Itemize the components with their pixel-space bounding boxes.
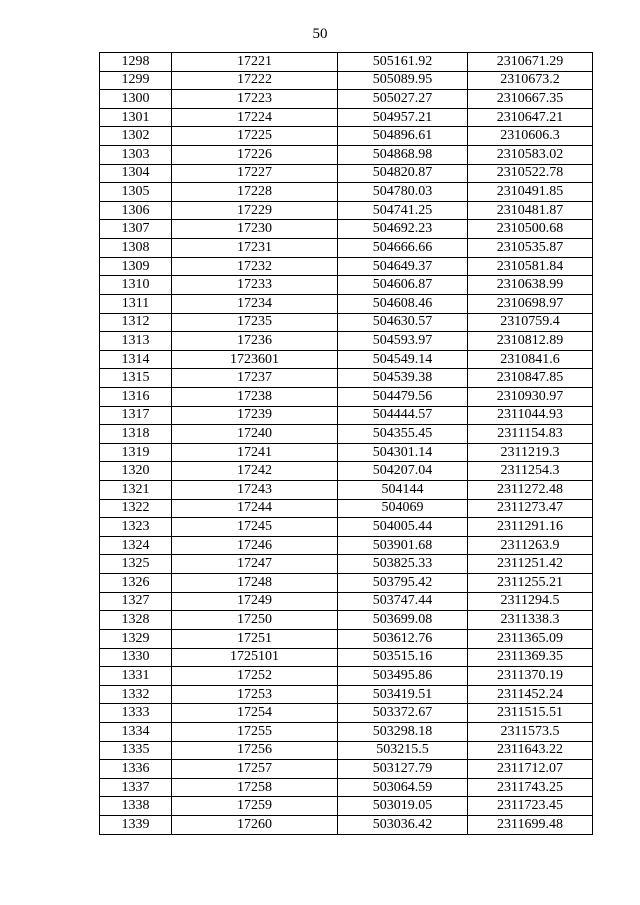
row-index-cell: 1324 — [100, 536, 172, 555]
y-coordinate-cell: 2310930.97 — [468, 387, 593, 406]
x-coordinate-cell: 503699.08 — [338, 611, 468, 630]
point-id-cell: 17224 — [172, 108, 338, 127]
point-id-cell: 17226 — [172, 146, 338, 165]
y-coordinate-cell: 2311515.51 — [468, 704, 593, 723]
point-id-cell: 17231 — [172, 239, 338, 258]
point-id-cell: 17225 — [172, 127, 338, 146]
x-coordinate-cell: 504144 — [338, 481, 468, 500]
x-coordinate-cell: 503612.76 — [338, 629, 468, 648]
y-coordinate-cell: 2310581.84 — [468, 257, 593, 276]
x-coordinate-cell: 505089.95 — [338, 71, 468, 90]
table-row — [100, 462, 593, 481]
x-coordinate-cell: 504692.23 — [338, 220, 468, 239]
y-coordinate-cell: 2310606.3 — [468, 127, 593, 146]
y-coordinate-cell: 2311573.5 — [468, 722, 593, 741]
row-index-cell: 1309 — [100, 257, 172, 276]
point-id-cell: 17227 — [172, 164, 338, 183]
x-coordinate-cell: 504957.21 — [338, 108, 468, 127]
y-coordinate-cell: 2311251.42 — [468, 555, 593, 574]
table-row — [100, 778, 593, 797]
y-coordinate-cell: 2310583.02 — [468, 146, 593, 165]
table-row — [100, 164, 593, 183]
point-id-cell: 17254 — [172, 704, 338, 723]
table-row — [100, 108, 593, 127]
table-row — [100, 425, 593, 444]
point-id-cell: 17223 — [172, 90, 338, 109]
table-row — [100, 574, 593, 593]
table-row — [100, 90, 593, 109]
x-coordinate-cell: 505027.27 — [338, 90, 468, 109]
table-row — [100, 294, 593, 313]
table-body — [100, 53, 593, 835]
row-index-cell: 1311 — [100, 294, 172, 313]
point-id-cell: 17260 — [172, 815, 338, 834]
table-row — [100, 127, 593, 146]
y-coordinate-cell: 2310673.2 — [468, 71, 593, 90]
y-coordinate-cell: 2310698.97 — [468, 294, 593, 313]
table-row — [100, 611, 593, 630]
row-index-cell: 1338 — [100, 797, 172, 816]
table-row — [100, 815, 593, 834]
y-coordinate-cell: 2310759.4 — [468, 313, 593, 332]
x-coordinate-cell: 504868.98 — [338, 146, 468, 165]
point-id-cell: 17249 — [172, 592, 338, 611]
row-index-cell: 1331 — [100, 667, 172, 686]
table-row — [100, 183, 593, 202]
point-id-cell: 17241 — [172, 443, 338, 462]
y-coordinate-cell: 2311743.25 — [468, 778, 593, 797]
y-coordinate-cell: 2311452.24 — [468, 685, 593, 704]
point-id-cell: 17239 — [172, 406, 338, 425]
x-coordinate-cell: 504820.87 — [338, 164, 468, 183]
x-coordinate-cell: 503419.51 — [338, 685, 468, 704]
x-coordinate-cell: 503747.44 — [338, 592, 468, 611]
row-index-cell: 1321 — [100, 481, 172, 500]
x-coordinate-cell: 504666.66 — [338, 239, 468, 258]
x-coordinate-cell: 504539.38 — [338, 369, 468, 388]
table-row — [100, 53, 593, 72]
table-row — [100, 387, 593, 406]
table-row — [100, 257, 593, 276]
y-coordinate-cell: 2310847.85 — [468, 369, 593, 388]
row-index-cell: 1327 — [100, 592, 172, 611]
y-coordinate-cell: 2310671.29 — [468, 53, 593, 72]
y-coordinate-cell: 2310647.21 — [468, 108, 593, 127]
y-coordinate-cell: 2311723.45 — [468, 797, 593, 816]
point-id-cell: 17258 — [172, 778, 338, 797]
row-index-cell: 1322 — [100, 499, 172, 518]
point-id-cell: 17238 — [172, 387, 338, 406]
row-index-cell: 1307 — [100, 220, 172, 239]
table-row — [100, 481, 593, 500]
x-coordinate-cell: 503127.79 — [338, 760, 468, 779]
point-id-cell: 1725101 — [172, 648, 338, 667]
point-id-cell: 17243 — [172, 481, 338, 500]
y-coordinate-cell: 2310841.6 — [468, 350, 593, 369]
point-id-cell: 17242 — [172, 462, 338, 481]
y-coordinate-cell: 2311254.3 — [468, 462, 593, 481]
y-coordinate-cell: 2311338.3 — [468, 611, 593, 630]
y-coordinate-cell: 2311712.07 — [468, 760, 593, 779]
y-coordinate-cell: 2311369.35 — [468, 648, 593, 667]
y-coordinate-cell: 2310500.68 — [468, 220, 593, 239]
x-coordinate-cell: 505161.92 — [338, 53, 468, 72]
table-row — [100, 629, 593, 648]
y-coordinate-cell: 2310812.89 — [468, 332, 593, 351]
table-row — [100, 741, 593, 760]
row-index-cell: 1308 — [100, 239, 172, 258]
point-id-cell: 17250 — [172, 611, 338, 630]
y-coordinate-cell: 2311263.9 — [468, 536, 593, 555]
row-index-cell: 1303 — [100, 146, 172, 165]
point-id-cell: 17221 — [172, 53, 338, 72]
row-index-cell: 1310 — [100, 276, 172, 295]
x-coordinate-cell: 504005.44 — [338, 518, 468, 537]
table-row — [100, 71, 593, 90]
x-coordinate-cell: 503036.42 — [338, 815, 468, 834]
point-id-cell: 17251 — [172, 629, 338, 648]
point-id-cell: 17248 — [172, 574, 338, 593]
y-coordinate-cell: 2311370.19 — [468, 667, 593, 686]
row-index-cell: 1332 — [100, 685, 172, 704]
point-id-cell: 17240 — [172, 425, 338, 444]
point-id-cell: 17247 — [172, 555, 338, 574]
x-coordinate-cell: 503795.42 — [338, 574, 468, 593]
y-coordinate-cell: 2311365.09 — [468, 629, 593, 648]
point-id-cell: 17256 — [172, 741, 338, 760]
y-coordinate-cell: 2311643.22 — [468, 741, 593, 760]
table-row — [100, 239, 593, 258]
x-coordinate-cell: 504630.57 — [338, 313, 468, 332]
table-row — [100, 499, 593, 518]
table-row — [100, 313, 593, 332]
y-coordinate-cell: 2310667.35 — [468, 90, 593, 109]
x-coordinate-cell: 503825.33 — [338, 555, 468, 574]
point-id-cell: 17228 — [172, 183, 338, 202]
table-row — [100, 797, 593, 816]
point-id-cell: 17229 — [172, 201, 338, 220]
row-index-cell: 1329 — [100, 629, 172, 648]
y-coordinate-cell: 2311699.48 — [468, 815, 593, 834]
row-index-cell: 1313 — [100, 332, 172, 351]
x-coordinate-cell: 504069 — [338, 499, 468, 518]
coordinates-table — [99, 52, 593, 835]
point-id-cell: 17255 — [172, 722, 338, 741]
y-coordinate-cell: 2310535.87 — [468, 239, 593, 258]
table-row — [100, 406, 593, 425]
row-index-cell: 1302 — [100, 127, 172, 146]
row-index-cell: 1298 — [100, 53, 172, 72]
row-index-cell: 1305 — [100, 183, 172, 202]
point-id-cell: 17236 — [172, 332, 338, 351]
row-index-cell: 1318 — [100, 425, 172, 444]
row-index-cell: 1315 — [100, 369, 172, 388]
point-id-cell: 17245 — [172, 518, 338, 537]
table-row — [100, 276, 593, 295]
table-row — [100, 536, 593, 555]
row-index-cell: 1325 — [100, 555, 172, 574]
row-index-cell: 1330 — [100, 648, 172, 667]
y-coordinate-cell: 2311219.3 — [468, 443, 593, 462]
row-index-cell: 1300 — [100, 90, 172, 109]
table-row — [100, 648, 593, 667]
point-id-cell: 17252 — [172, 667, 338, 686]
point-id-cell: 17246 — [172, 536, 338, 555]
row-index-cell: 1314 — [100, 350, 172, 369]
point-id-cell: 1723601 — [172, 350, 338, 369]
row-index-cell: 1312 — [100, 313, 172, 332]
row-index-cell: 1335 — [100, 741, 172, 760]
y-coordinate-cell: 2310491.85 — [468, 183, 593, 202]
y-coordinate-cell: 2311272.48 — [468, 481, 593, 500]
x-coordinate-cell: 504207.04 — [338, 462, 468, 481]
table-row — [100, 704, 593, 723]
point-id-cell: 17230 — [172, 220, 338, 239]
point-id-cell: 17259 — [172, 797, 338, 816]
x-coordinate-cell: 504444.57 — [338, 406, 468, 425]
x-coordinate-cell: 504780.03 — [338, 183, 468, 202]
y-coordinate-cell: 2311294.5 — [468, 592, 593, 611]
x-coordinate-cell: 503215.5 — [338, 741, 468, 760]
row-index-cell: 1316 — [100, 387, 172, 406]
y-coordinate-cell: 2311255.21 — [468, 574, 593, 593]
table-row — [100, 369, 593, 388]
x-coordinate-cell: 504479.56 — [338, 387, 468, 406]
row-index-cell: 1326 — [100, 574, 172, 593]
x-coordinate-cell: 504301.14 — [338, 443, 468, 462]
row-index-cell: 1319 — [100, 443, 172, 462]
point-id-cell: 17232 — [172, 257, 338, 276]
x-coordinate-cell: 504896.61 — [338, 127, 468, 146]
point-id-cell: 17222 — [172, 71, 338, 90]
point-id-cell: 17235 — [172, 313, 338, 332]
table-row — [100, 555, 593, 574]
row-index-cell: 1328 — [100, 611, 172, 630]
table-row — [100, 667, 593, 686]
y-coordinate-cell: 2311044.93 — [468, 406, 593, 425]
row-index-cell: 1323 — [100, 518, 172, 537]
row-index-cell: 1337 — [100, 778, 172, 797]
x-coordinate-cell: 504355.45 — [338, 425, 468, 444]
row-index-cell: 1336 — [100, 760, 172, 779]
point-id-cell: 17237 — [172, 369, 338, 388]
x-coordinate-cell: 503495.86 — [338, 667, 468, 686]
table-row — [100, 332, 593, 351]
x-coordinate-cell: 503064.59 — [338, 778, 468, 797]
table-row — [100, 220, 593, 239]
point-id-cell: 17253 — [172, 685, 338, 704]
row-index-cell: 1339 — [100, 815, 172, 834]
table-row — [100, 722, 593, 741]
row-index-cell: 1333 — [100, 704, 172, 723]
table-row — [100, 685, 593, 704]
row-index-cell: 1299 — [100, 71, 172, 90]
x-coordinate-cell: 503901.68 — [338, 536, 468, 555]
x-coordinate-cell: 503019.05 — [338, 797, 468, 816]
point-id-cell: 17244 — [172, 499, 338, 518]
table-row — [100, 760, 593, 779]
y-coordinate-cell: 2310522.78 — [468, 164, 593, 183]
y-coordinate-cell: 2311273.47 — [468, 499, 593, 518]
table-row — [100, 201, 593, 220]
y-coordinate-cell: 2310481.87 — [468, 201, 593, 220]
x-coordinate-cell: 504649.37 — [338, 257, 468, 276]
row-index-cell: 1320 — [100, 462, 172, 481]
point-id-cell: 17233 — [172, 276, 338, 295]
x-coordinate-cell: 504549.14 — [338, 350, 468, 369]
x-coordinate-cell: 503298.18 — [338, 722, 468, 741]
table-row — [100, 518, 593, 537]
x-coordinate-cell: 504741.25 — [338, 201, 468, 220]
table-row — [100, 592, 593, 611]
x-coordinate-cell: 504593.97 — [338, 332, 468, 351]
y-coordinate-cell: 2310638.99 — [468, 276, 593, 295]
y-coordinate-cell: 2311154.83 — [468, 425, 593, 444]
table-row — [100, 146, 593, 165]
point-id-cell: 17234 — [172, 294, 338, 313]
row-index-cell: 1306 — [100, 201, 172, 220]
row-index-cell: 1304 — [100, 164, 172, 183]
row-index-cell: 1317 — [100, 406, 172, 425]
x-coordinate-cell: 503515.16 — [338, 648, 468, 667]
x-coordinate-cell: 503372.67 — [338, 704, 468, 723]
table-row — [100, 443, 593, 462]
table-row — [100, 350, 593, 369]
row-index-cell: 1334 — [100, 722, 172, 741]
page-number: 50 — [312, 26, 328, 42]
x-coordinate-cell: 504608.46 — [338, 294, 468, 313]
row-index-cell: 1301 — [100, 108, 172, 127]
point-id-cell: 17257 — [172, 760, 338, 779]
y-coordinate-cell: 2311291.16 — [468, 518, 593, 537]
x-coordinate-cell: 504606.87 — [338, 276, 468, 295]
